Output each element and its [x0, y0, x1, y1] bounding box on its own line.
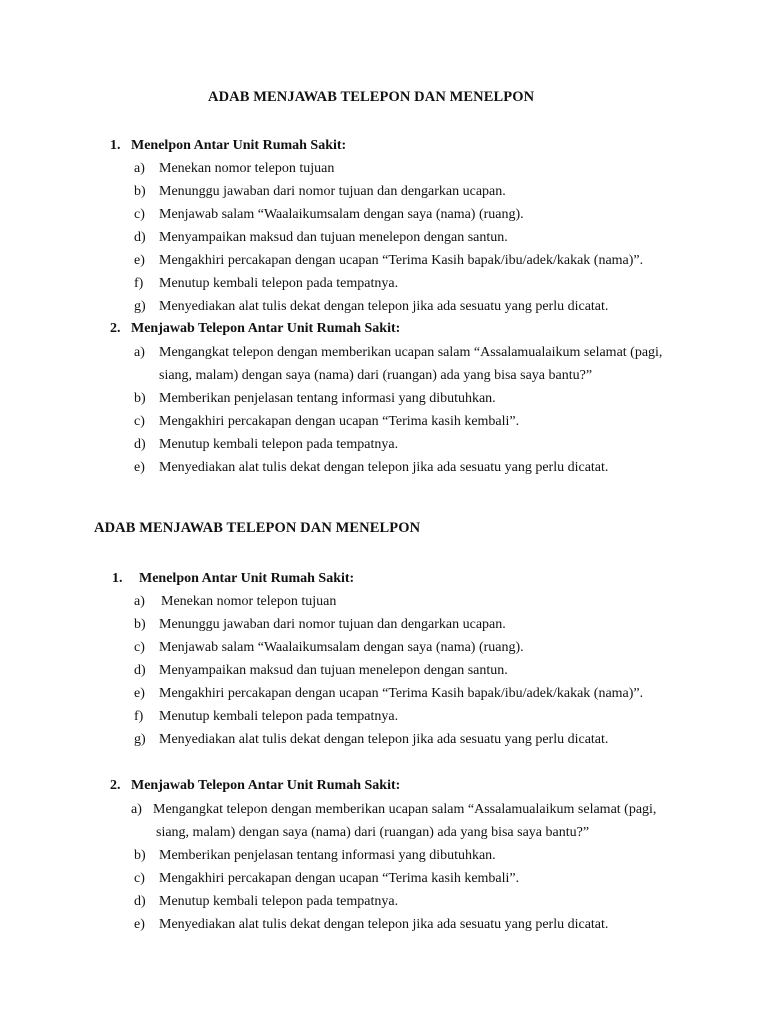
list-text: Mengakhiri percakapan dengan ucapan “Terima Kasih bapak/ibu/adek/kakak (nama)”.: [159, 253, 644, 268]
heading-number: 1.: [112, 571, 123, 586]
list-text: Menekan nomor telepon tujuan: [161, 594, 337, 609]
heading-text: Menjawab Telepon Antar Unit Rumah Sakit:: [131, 321, 401, 336]
list-marker: g): [134, 299, 146, 314]
list-text: Mengakhiri percakapan dengan ucapan “Terima Kasih bapak/ibu/adek/kakak (nama)”.: [159, 686, 644, 701]
list-text: Menjawab salam “Waalaikumsalam dengan saya (nama) (ruang).: [159, 640, 524, 655]
list-text: Memberikan penjelasan tentang informasi yang dibutuhkan.: [159, 391, 496, 406]
list-marker: e): [134, 460, 145, 475]
list-marker: c): [134, 414, 145, 429]
list-text: Mengakhiri percakapan dengan ucapan “Terima kasih kembali”.: [159, 414, 520, 429]
list-marker: a): [131, 802, 142, 817]
list-text: Menyampaikan maksud dan tujuan menelepon dengan santun.: [159, 663, 508, 678]
list-text: Menyediakan alat tulis dekat dengan telepon jika ada sesuatu yang perlu dicatat.: [159, 460, 609, 475]
heading-text: Menelpon Antar Unit Rumah Sakit:: [131, 138, 347, 153]
list-text: Menutup kembali telepon pada tempatnya.: [159, 894, 399, 909]
list-marker: a): [134, 345, 145, 360]
list-text: Menutup kembali telepon pada tempatnya.: [159, 437, 399, 452]
list-text: Menyampaikan maksud dan tujuan menelepon dengan santun.: [159, 230, 508, 245]
list-text: Menekan nomor telepon tujuan: [159, 161, 335, 176]
list-text-continuation: siang, malam) dengan saya (nama) dari (ruangan) ada yang bisa saya bantu?”: [159, 368, 593, 383]
list-marker: f): [134, 276, 144, 291]
list-text: Mengangkat telepon dengan memberikan ucapan salam “Assalamualaikum selamat (pagi,: [159, 345, 663, 360]
list-marker: d): [134, 230, 146, 245]
heading-number: 1.: [110, 138, 121, 153]
list-text: Menunggu jawaban dari nomor tujuan dan dengarkan ucapan.: [159, 184, 506, 199]
list-marker: d): [134, 663, 146, 678]
list-marker: g): [134, 732, 146, 747]
list-text: Menutup kembali telepon pada tempatnya.: [159, 276, 399, 291]
heading-text: Menelpon Antar Unit Rumah Sakit:: [139, 571, 355, 586]
heading-number: 2.: [110, 778, 121, 793]
heading-number: 2.: [110, 321, 121, 336]
list-text: Menyediakan alat tulis dekat dengan telepon jika ada sesuatu yang perlu dicatat.: [159, 917, 609, 932]
section-1-title: ADAB MENJAWAB TELEPON DAN MENELPON: [208, 89, 535, 105]
list-text: Menutup kembali telepon pada tempatnya.: [159, 709, 399, 724]
list-marker: a): [134, 161, 145, 176]
list-marker: b): [134, 391, 146, 406]
list-marker: b): [134, 617, 146, 632]
list-marker: a): [134, 594, 145, 609]
list-marker: c): [134, 207, 145, 222]
list-text: Menyediakan alat tulis dekat dengan telepon jika ada sesuatu yang perlu dicatat.: [159, 299, 609, 314]
list-text: Memberikan penjelasan tentang informasi yang dibutuhkan.: [159, 848, 496, 863]
list-text: Menjawab salam “Waalaikumsalam dengan saya (nama) (ruang).: [159, 207, 524, 222]
heading-text: Menjawab Telepon Antar Unit Rumah Sakit:: [131, 778, 401, 793]
list-text-continuation: siang, malam) dengan saya (nama) dari (ruangan) ada yang bisa saya bantu?”: [156, 825, 590, 840]
list-text: Menyediakan alat tulis dekat dengan telepon jika ada sesuatu yang perlu dicatat.: [159, 732, 609, 747]
list-text: Mengangkat telepon dengan memberikan ucapan salam “Assalamualaikum selamat (pagi,: [153, 802, 657, 817]
list-text: Menunggu jawaban dari nomor tujuan dan dengarkan ucapan.: [159, 617, 506, 632]
list-marker: d): [134, 437, 146, 452]
list-marker: c): [134, 640, 145, 655]
list-marker: b): [134, 848, 146, 863]
list-marker: e): [134, 253, 145, 268]
list-marker: f): [134, 709, 144, 724]
list-text: Mengakhiri percakapan dengan ucapan “Terima kasih kembali”.: [159, 871, 520, 886]
list-marker: b): [134, 184, 146, 199]
list-marker: d): [134, 894, 146, 909]
list-marker: e): [134, 686, 145, 701]
list-marker: e): [134, 917, 145, 932]
section-2-title: ADAB MENJAWAB TELEPON DAN MENELPON: [94, 520, 421, 536]
list-marker: c): [134, 871, 145, 886]
